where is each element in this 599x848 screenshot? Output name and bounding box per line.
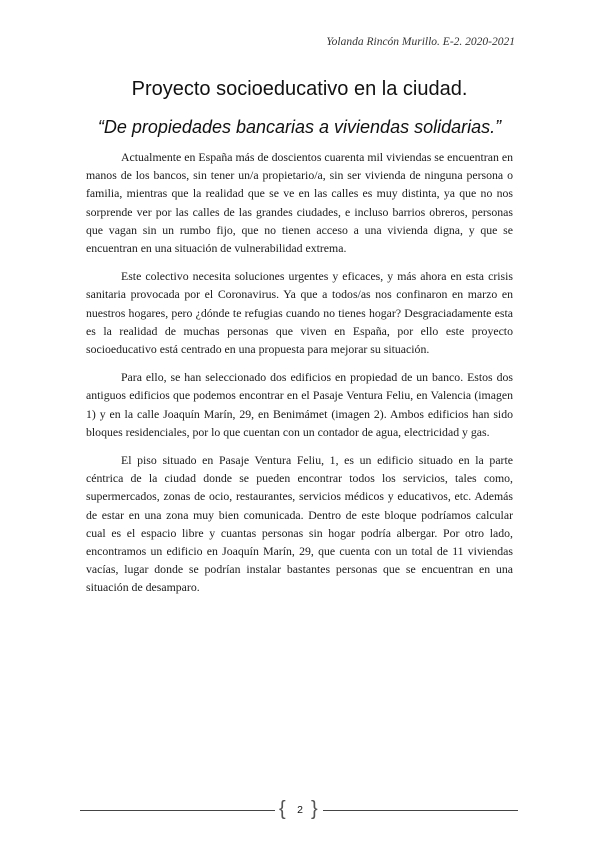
document-body <box>86 148 513 607</box>
page-footer <box>80 797 518 823</box>
paragraph-2: Este colectivo necesita soluciones urgentes y eficaces, y más ahora en esta crisis sanitaria provocada por el Coronavirus. Ya que a todos/as nos confinaron en marzo en nuestros hogares, pero ¿dónde te refugias cuando no tienes hogar? Desgraciadamente esta es la realidad de muchas personas que viven en España, por ello este proyecto socioeducativo está centrado en una propuesta para mejorar su situación. <box>86 269 513 357</box>
document-subtitle: “De propiedades bancarias a viviendas solidarias.” <box>97 117 502 137</box>
page-number: 2 <box>297 804 303 816</box>
document-title: Proyecto socioeducativo en la ciudad. <box>131 78 468 100</box>
footer-brace-open: { <box>279 798 286 820</box>
header-author-line: Yolanda Rincón Murillo. E-2. 2020-2021 <box>326 36 515 48</box>
footer-rule-left <box>80 810 275 811</box>
footer-brace-close: } <box>311 798 318 820</box>
footer-rule-right <box>323 810 518 811</box>
paragraph-4: El piso situado en Pasaje Ventura Feliu, 1, es un edificio situado en la parte céntrica de la ciudad donde se pueden encontrar todos los servicios, tales como, supermercados, zonas de ocio, restaurantes, servicios médicos y educativos, etc. Además de estar en una zona muy bien comunicada. Dentro de este bloque podríamos calcular cual es el espacio libre y cuantas personas sin hogar podría albergar. Por otro lado, encontramos un edificio en Joaquín Marín, 29, que cuenta con un total de 11 viviendas vacías, lugar donde se podrían instalar bastantes personas que se encuentran en una situación de desamparo. <box>86 453 513 595</box>
paragraph-1: Actualmente en España más de doscientos cuarenta mil viviendas se encuentran en manos de los bancos, sin tener un/a propietario/a, sin ser vivienda de ninguna persona o familia, mientras que la realidad que se ve en las calles es muy distinta, ya que no nos sorprende ver por las calles de las grandes ciudades, e incluso barrios obreros, personas que vagan sin un rumbo fijo, que no tienen acceso a una vivienda digna, y que se encuentran en una situación de vulnerabilidad extrema. <box>86 150 513 256</box>
paragraph-3: Para ello, se han seleccionado dos edificios en propiedad de un banco. Estos dos antiguos edificios que podemos encontrar en el Pasaje Ventura Feliu, en Valencia (imagen 1) y en la calle Joaquín Marín, 29, en Benimámet (imagen 2). Ambos edificios han sido bloques residenciales, por lo que cuentan con un contador de agua, electricidad y gas. <box>86 370 513 439</box>
